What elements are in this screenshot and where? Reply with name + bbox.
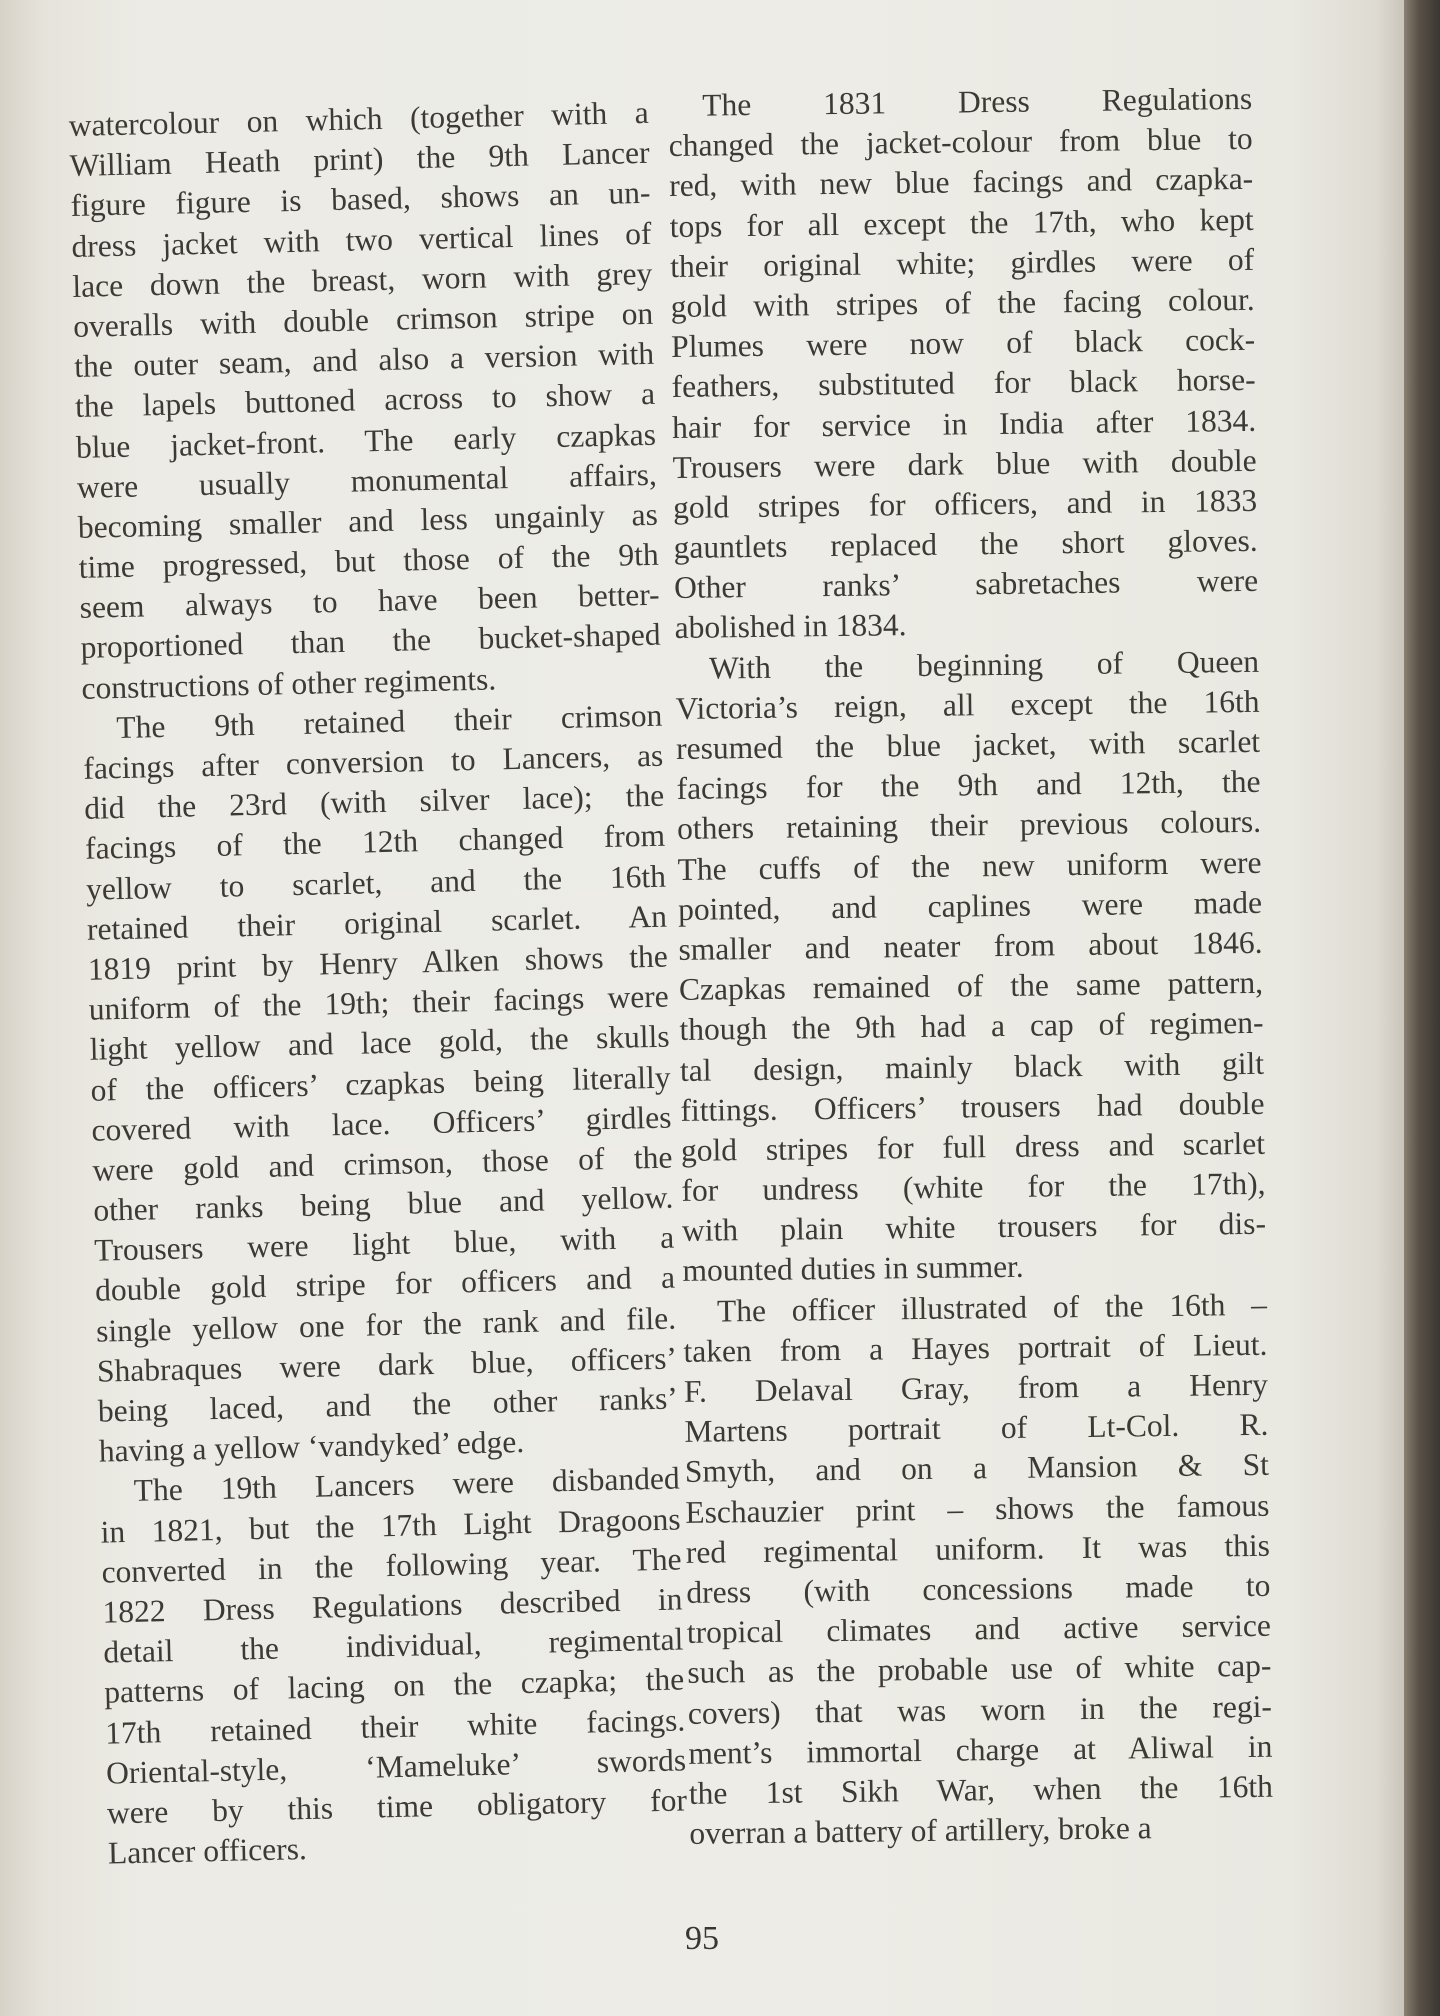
text-line: 1819 print by Henry Alken shows the [87,938,669,987]
text-line: Lancer officers. [107,1831,308,1871]
text-line: William Heath print) the 9th Lancer [69,135,650,184]
text-line: gold stripes for full dress and scarlet [680,1125,1266,1168]
text-line: Victoria’s reign, all except the 16th [675,683,1260,726]
text-line: Martens portrait of Lt-Col. R. [684,1406,1269,1450]
text-line: covered with lace. Officers’ girdles [91,1099,672,1148]
text-line: their original white; girdles were of [669,241,1255,284]
text-line: retained their original scarlet. An [86,898,668,947]
text-line: such as the probable use of white cap- [687,1648,1272,1691]
text-line: resumed the blue jacket, with scarlet [675,723,1261,766]
text-line: proportioned than the bucket-shaped [80,617,661,666]
text-line: fittings. Officers’ trousers had double [680,1085,1265,1128]
book-spine-edge [1404,0,1440,2016]
text-line: changed the jacket-colour from blue to [668,121,1253,164]
text-line: With the beginning of Queen [708,643,1260,686]
text-line: did the 23rd (with silver lace); the [83,777,665,826]
text-line: blue jacket-front. The early czapkas [75,416,657,465]
text-line: overalls with double crimson stripe on [72,295,654,344]
text-line: Trousers were light blue, with a [93,1219,675,1268]
text-line: gauntlets replaced the short gloves. [673,522,1258,566]
text-line: abolished in 1834. [674,607,907,646]
paragraph [82,695,679,1472]
text-line: with plain white trousers for dis- [681,1206,1267,1249]
text-line: light yellow and lace gold, the skulls [89,1018,670,1068]
text-line: Other ranks’ sabretaches were [673,563,1259,606]
text-line: were by this time obligatory for [106,1782,688,1831]
text-line: in 1821, but the 17th Light Dragoons [100,1501,681,1550]
text-line: tropical climates and active service [686,1607,1272,1651]
text-line: 1822 Dress Regulations described in [102,1581,683,1630]
text-line: feathers, substituted for black horse- [671,362,1256,405]
text-line: dress (with concessions made to [686,1567,1271,1610]
paragraph [675,641,1267,1291]
text-line: of the officers’ czapkas being literally [90,1059,671,1108]
text-line: the lapels buttoned across to show a [74,376,656,425]
text-line: The 9th retained their crimson [116,697,663,745]
text-line: smaller and neater from about 1846. [678,924,1263,967]
paragraph [99,1459,688,1874]
text-line: constructions of other regiments. [81,661,497,706]
text-line: Plumes were now of black cock- [670,321,1256,365]
text-line: mounted duties in summer. [682,1249,1024,1289]
text-line: dress jacket with two vertical lines of [71,215,652,264]
text-line: facings after conversion to Lancers, as [82,737,664,786]
text-line: the 1st Sikh War, when the 16th [688,1768,1274,1811]
text-line: patterns of lacing on the czapka; the [103,1661,685,1710]
text-line: converted in the following year. The [101,1541,682,1590]
text-line: red, with new blue facings and czapka- [669,161,1254,204]
text-line: tops for all except the 17th, who kept [669,201,1254,244]
text-line: facings of the 12th changed from [84,818,666,867]
text-line: were usually monumental affairs, [76,456,658,505]
text-line: detail the individual, regimental [103,1621,684,1670]
text-line: Trousers were dark blue with double [672,442,1257,485]
text-line: were gold and crimson, those of the [92,1139,673,1188]
text-line: Eschauzier print – shows the famous [685,1487,1270,1530]
text-line: for undress (white for the 17th), [681,1165,1266,1208]
text-line: watercolour on which (together with a [68,94,650,143]
text-line: The 19th Lancers were disbanded [133,1460,681,1509]
text-line: time progressed, but those of the 9th [78,536,660,585]
text-line: tal design, mainly black with gilt [679,1045,1265,1088]
text-line: The 1831 Dress Regulations [702,80,1253,123]
text-line: overran a battery of artillery, broke a [689,1810,1152,1851]
text-line: red regimental uniform. It was this [685,1527,1271,1570]
text-line: figure figure is based, shows an un- [70,175,651,224]
text-line: ment’s immortal charge at Aliwal in [688,1728,1273,1771]
text-line: pointed, and caplines were made [677,884,1263,927]
page-number: 95 [685,1920,719,1957]
text-line: lace down the breast, worn with grey [72,255,653,304]
paragraph [668,79,1259,649]
text-line: Czapkas remained of the same pattern, [678,964,1264,1008]
text-line: seem always to have been better- [79,576,660,626]
text-line: double gold stripe for officers and a [94,1259,676,1309]
text-line: the outer seam, and also a version with [73,335,655,385]
paragraph [683,1284,1274,1854]
left-text-column [68,79,688,1874]
text-line: covers) that was worn in the regi- [687,1688,1273,1731]
right-text-column [668,79,1274,1854]
text-line: Shabraques were dark blue, officers’ [96,1340,678,1389]
text-line: gold with stripes of the facing colour. [670,281,1255,324]
text-line: hair for service in India after 1834. [671,402,1257,445]
text-line: The officer illustrated of the 16th – [716,1286,1268,1329]
text-line: becoming smaller and less ungainly as [77,496,659,545]
text-line: uniform of the 19th; their facings were [88,978,670,1027]
paragraph [68,93,662,709]
text-line: yellow to scarlet, and the 16th [85,858,667,907]
text-line: F. Delaval Gray, from a Henry [683,1366,1269,1409]
text-line: gold stripes for officers, and in 1833 [672,482,1258,525]
text-line: single yellow one for the rank and file. [95,1300,677,1349]
text-line: taken from a Hayes portrait of Lieut. [683,1326,1268,1369]
text-line: being laced, and the other ranks’ [97,1380,679,1429]
text-line: Oriental-style, ‘Mameluke’ swords [105,1742,687,1791]
text-line: having a yellow ‘vandyked’ edge. [98,1424,525,1469]
text-line: The cuffs of the new uniform were [677,844,1262,887]
text-line: facings for the 9th and 12th, the [676,764,1261,807]
text-line: other ranks being blue and yellow. [92,1179,674,1228]
text-line: others retaining their previous colours. [676,804,1262,847]
text-line: Smyth, and on a Mansion & St [684,1447,1270,1490]
text-line: 17th retained their white facings. [104,1701,686,1751]
text-line: though the 9th had a cap of regimen- [679,1005,1264,1048]
